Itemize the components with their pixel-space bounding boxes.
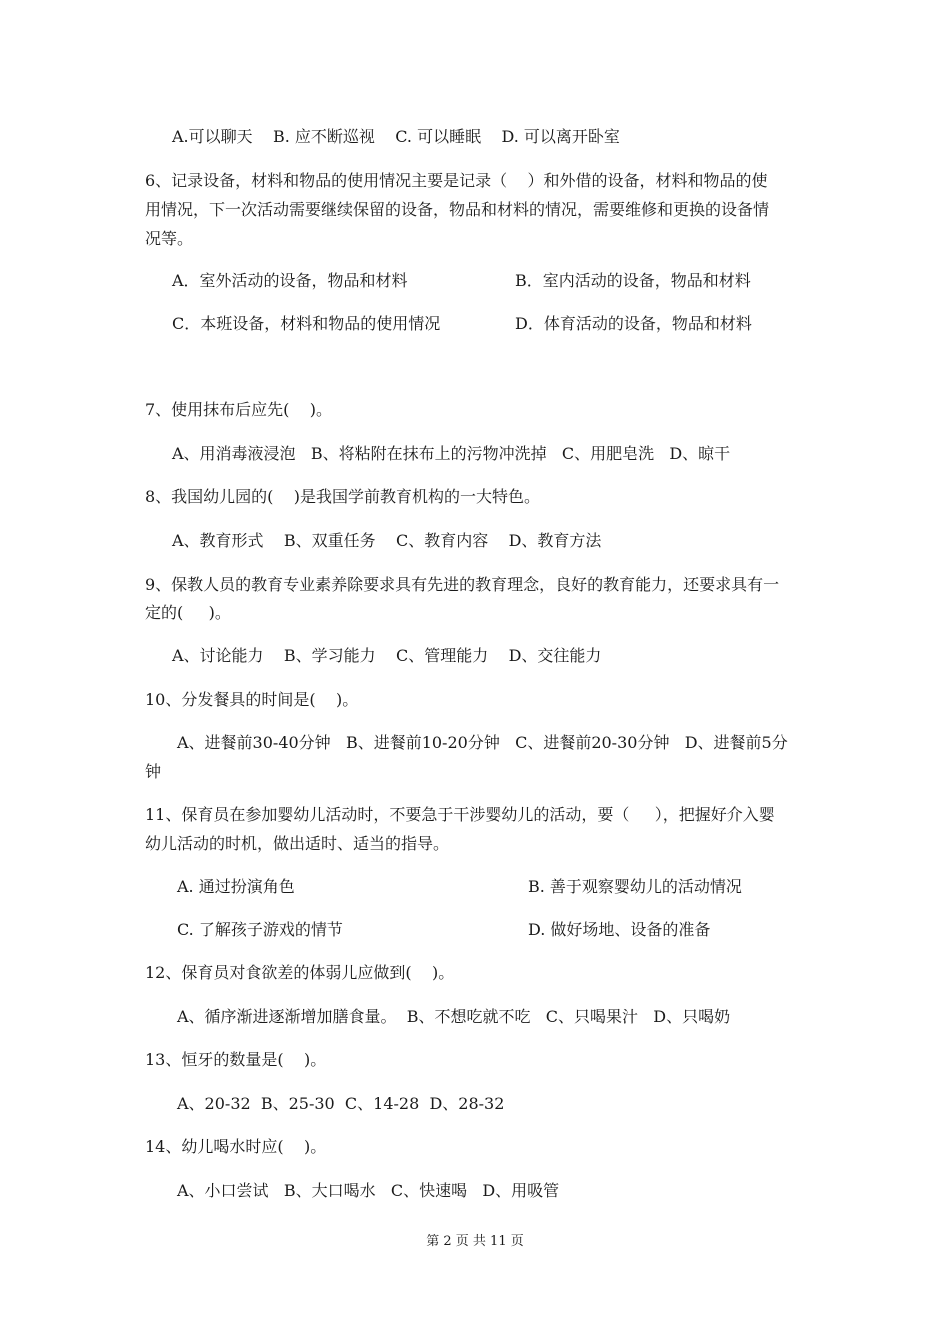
q6-stem-line1: 6、记录设备，材料和物品的使用情况主要是记录（ ）和外借的设备，材料和物品的使 xyxy=(145,171,768,190)
q10-options-wrap: 钟 xyxy=(145,762,162,781)
q6-option-b: B．室内活动的设备，物品和材料 xyxy=(515,271,751,290)
q12-options: A、循序渐进逐渐增加膳食量。 B、不想吃就不吃 C、只喝果汁 D、只喝奶 xyxy=(177,1007,731,1026)
q8-stem: 8、我国幼儿园的( )是我国学前教育机构的一大特色。 xyxy=(145,487,541,506)
q7-stem: 7、使用抹布后应先( )。 xyxy=(145,400,333,419)
q11-option-b: B. 善于观察婴幼儿的活动情况 xyxy=(528,877,742,896)
q8-options: A、教育形式 B、双重任务 C、教育内容 D、教育方法 xyxy=(172,531,602,550)
q11-stem-line1: 11、保育员在参加婴幼儿活动时，不要急于干涉婴幼儿的活动，要（ ），把握好介入婴 xyxy=(145,805,775,824)
q14-stem: 14、幼儿喝水时应( )。 xyxy=(145,1137,327,1156)
q6-option-d: D．体育活动的设备，物品和材料 xyxy=(515,314,752,333)
q9-stem-line1: 9、保教人员的教育专业素养除要求具有先进的教育理念，良好的教育能力，还要求具有一 xyxy=(145,575,780,594)
q10-options: A、进餐前30-40分钟 B、进餐前10-20分钟 C、进餐前20-30分钟 D、进餐前5分 xyxy=(177,733,788,752)
page-footer: 第 2 页 共 11 页 xyxy=(426,1234,524,1249)
q11-stem-line2: 幼儿活动的时机，做出适时、适当的指导。 xyxy=(145,834,450,853)
q9-options: A、讨论能力 B、学习能力 C、管理能力 D、交往能力 xyxy=(172,646,602,665)
q11-option-c: C. 了解孩子游戏的情节 xyxy=(177,920,343,939)
q13-stem: 13、恒牙的数量是( )。 xyxy=(145,1050,327,1069)
q11-option-d: D. 做好场地、设备的准备 xyxy=(528,920,711,939)
q6-stem-line2: 用情况，下一次活动需要继续保留的设备，物品和材料的情况，需要维修和更换的设备情 xyxy=(145,200,770,219)
q13-options: A、20-32 B、25-30 C、14-28 D、28-32 xyxy=(177,1094,505,1113)
q5-options: A.可以聊天 B. 应不断巡视 C. 可以睡眠 D. 可以离开卧室 xyxy=(172,127,620,146)
q7-options: A、用消毒液浸泡 B、将粘附在抹布上的污物冲洗掉 C、用肥皂洗 D、晾干 xyxy=(172,444,731,463)
q6-stem-line3: 况等。 xyxy=(145,229,194,248)
q6-option-a: A．室外活动的设备，物品和材料 xyxy=(172,271,408,290)
q6-option-c: C．本班设备，材料和物品的使用情况 xyxy=(172,314,441,333)
q14-options: A、小口尝试 B、大口喝水 C、快速喝 D、用吸管 xyxy=(177,1181,560,1200)
q12-stem: 12、保育员对食欲差的体弱儿应做到( )。 xyxy=(145,963,455,982)
q10-stem: 10、分发餐具的时间是( )。 xyxy=(145,690,359,709)
q11-option-a: A. 通过扮演角色 xyxy=(177,877,295,896)
q9-stem-line2: 定的( )。 xyxy=(145,603,231,622)
